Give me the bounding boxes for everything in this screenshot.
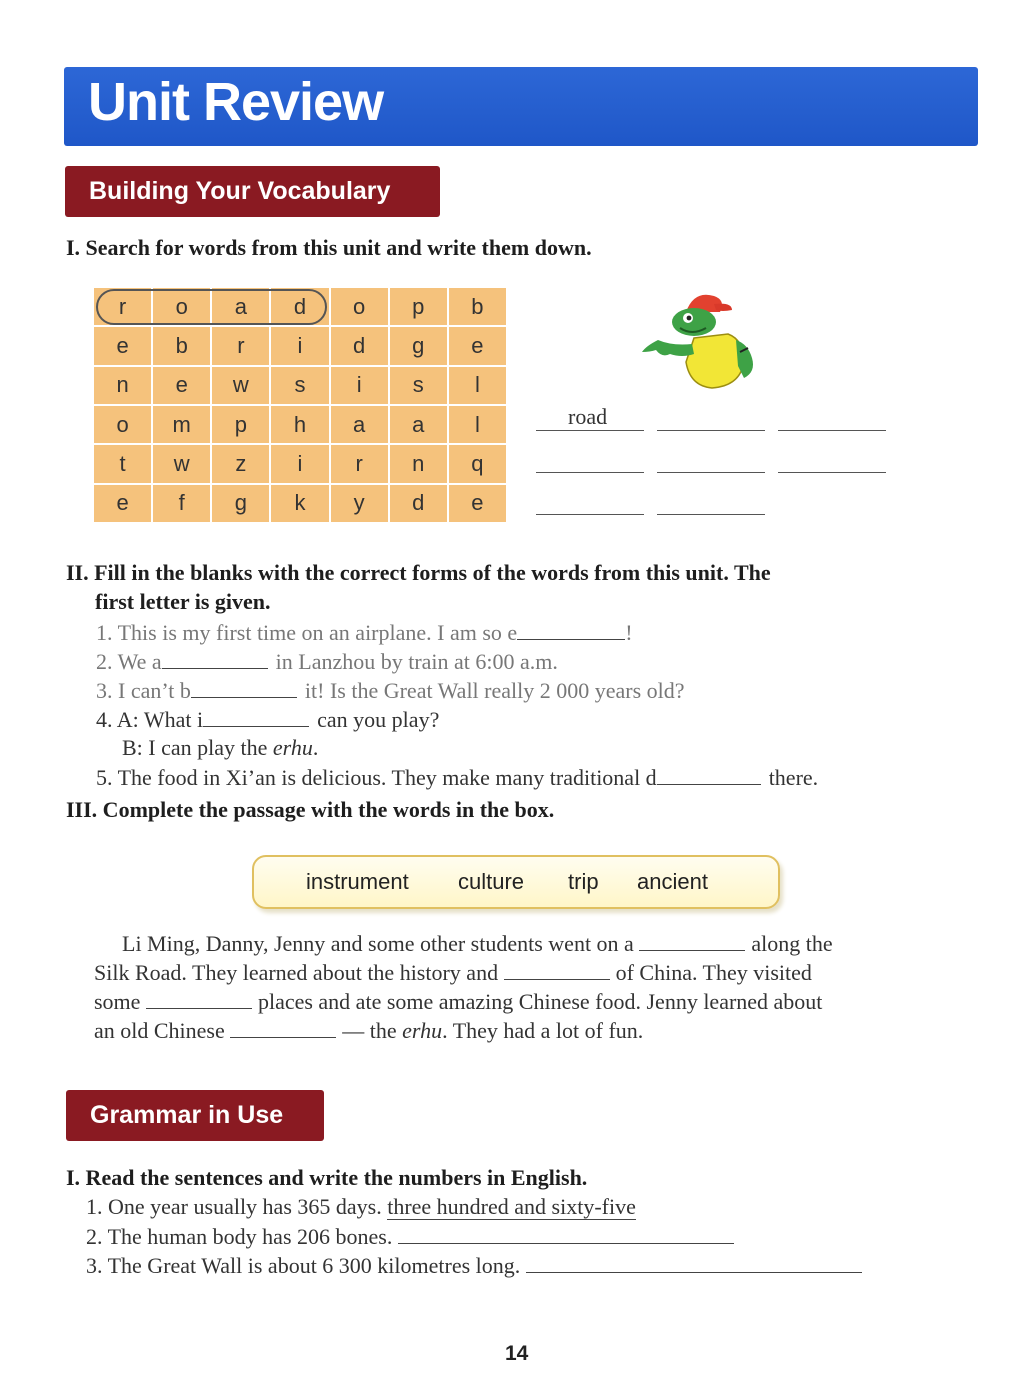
- grid-letter: r: [94, 288, 151, 325]
- grid-letter: e: [94, 327, 151, 364]
- blank-input[interactable]: [191, 677, 297, 698]
- grid-letter: n: [390, 445, 447, 482]
- sentence-3: 3. I can’t b it! Is the Great Wall really 2 000 years old?: [96, 678, 685, 703]
- answer-blank[interactable]: [536, 514, 644, 515]
- blank-input[interactable]: [162, 648, 268, 669]
- grid-letter: b: [153, 327, 210, 364]
- word-box: [252, 855, 780, 909]
- exercise-heading-word-search: I. Search for words from this unit and write them down.: [66, 235, 592, 260]
- grid-letter: d: [390, 485, 447, 522]
- grid-letter: o: [94, 406, 151, 443]
- passage-line-3: some places and ate some amazing Chinese food. Jenny learned about: [94, 989, 823, 1014]
- turtle-character-illustration: [636, 288, 760, 392]
- grid-letter: r: [331, 445, 388, 482]
- grid-letter: e: [153, 367, 210, 404]
- answer-blank[interactable]: [778, 430, 886, 431]
- grid-letter: a: [390, 406, 447, 443]
- page-number: 14: [505, 1342, 529, 1365]
- grid-letter: o: [153, 288, 210, 325]
- section-tag-grammar: Grammar in Use: [66, 1090, 324, 1141]
- number-sentence-2: 2. The human body has 206 bones.: [86, 1223, 734, 1250]
- answer-blank[interactable]: [657, 430, 765, 431]
- blank-input[interactable]: [203, 706, 309, 727]
- blank-input[interactable]: [230, 1017, 336, 1038]
- answer-blank[interactable]: [778, 472, 886, 473]
- answer-blank[interactable]: [536, 430, 644, 431]
- blank-input[interactable]: [146, 988, 252, 1009]
- number-sentence-1: 1. One year usually has 365 days. three hundred and sixty-five: [86, 1194, 636, 1219]
- word-box-item: ancient: [637, 869, 708, 894]
- grid-letter: n: [94, 367, 151, 404]
- word-box-item: trip: [568, 869, 599, 894]
- passage-line-4: an old Chinese — the erhu. They had a lot of fun.: [94, 1018, 644, 1043]
- grid-letter: a: [331, 406, 388, 443]
- sample-answer-road: road: [568, 404, 608, 429]
- grid-letter: a: [212, 288, 269, 325]
- grid-letter: d: [331, 327, 388, 364]
- word-box-item: instrument: [306, 869, 409, 894]
- grid-letter: s: [271, 367, 328, 404]
- blank-input[interactable]: [504, 959, 610, 980]
- sentence-4: 4. A: What i can you play?: [96, 707, 440, 732]
- grid-letter: t: [94, 445, 151, 482]
- grid-letter: e: [449, 327, 506, 364]
- grid-letter: w: [153, 445, 210, 482]
- passage-line-1: Li Ming, Danny, Jenny and some other students went on a along the: [122, 931, 833, 956]
- sentence-2: 2. We a in Lanzhou by train at 6:00 a.m.: [96, 649, 558, 674]
- answer-blank[interactable]: [536, 472, 644, 473]
- grid-letter: z: [212, 445, 269, 482]
- answer-circle: [96, 289, 327, 325]
- grid-letter: p: [390, 288, 447, 325]
- grid-letter: i: [271, 445, 328, 482]
- grid-letter: o: [331, 288, 388, 325]
- answer-blank[interactable]: [657, 472, 765, 473]
- grid-letter: l: [449, 406, 506, 443]
- grid-letter: p: [212, 406, 269, 443]
- grid-letter: l: [449, 367, 506, 404]
- blank-input[interactable]: [639, 930, 745, 951]
- sentence-1: 1. This is my first time on an airplane. I am so e !: [96, 620, 633, 645]
- grid-letter: s: [390, 367, 447, 404]
- unit-review-banner: [64, 67, 978, 146]
- passage-line-2: Silk Road. They learned about the history and of China. They visited: [94, 960, 812, 985]
- page-title: Unit Review: [88, 72, 384, 132]
- grid-letter: k: [271, 485, 328, 522]
- grid-letter: i: [271, 327, 328, 364]
- grid-letter: e: [94, 485, 151, 522]
- sentence-4-response: B: I can play the erhu.: [122, 735, 319, 760]
- grid-letter: b: [449, 288, 506, 325]
- blank-input[interactable]: [526, 1252, 862, 1273]
- sample-answer: three hundred and sixty-five: [387, 1194, 636, 1219]
- grid-letter: m: [153, 406, 210, 443]
- blank-input[interactable]: [398, 1223, 734, 1244]
- grid-letter: g: [390, 327, 447, 364]
- exercise-heading-numbers: I. Read the sentences and write the numbers in English.: [66, 1165, 588, 1190]
- grid-letter: r: [212, 327, 269, 364]
- grid-letter: g: [212, 485, 269, 522]
- grid-letter: d: [271, 288, 328, 325]
- blank-input[interactable]: [657, 764, 761, 785]
- answer-blank[interactable]: [657, 514, 765, 515]
- exercise-heading-fill-blanks: II. Fill in the blanks with the correct forms of the words from this unit. The: [66, 560, 771, 585]
- section-tag-vocabulary: Building Your Vocabulary: [65, 166, 440, 217]
- word-box-item: culture: [458, 869, 525, 894]
- grid-letter: q: [449, 445, 506, 482]
- grid-letter: h: [271, 406, 328, 443]
- exercise-heading-fill-blanks-cont: first letter is given.: [95, 589, 271, 614]
- grid-letter: e: [449, 485, 506, 522]
- grid-letter: w: [212, 367, 269, 404]
- grid-letter: i: [331, 367, 388, 404]
- sentence-5: 5. The food in Xi’an is delicious. They make many traditional d there.: [96, 765, 819, 790]
- exercise-heading-passage: III. Complete the passage with the words in the box.: [66, 797, 555, 822]
- blank-input[interactable]: [517, 619, 625, 640]
- grid-letter: y: [331, 485, 388, 522]
- number-sentence-3: 3. The Great Wall is about 6 300 kilometres long.: [86, 1252, 862, 1279]
- grid-letter: f: [153, 485, 210, 522]
